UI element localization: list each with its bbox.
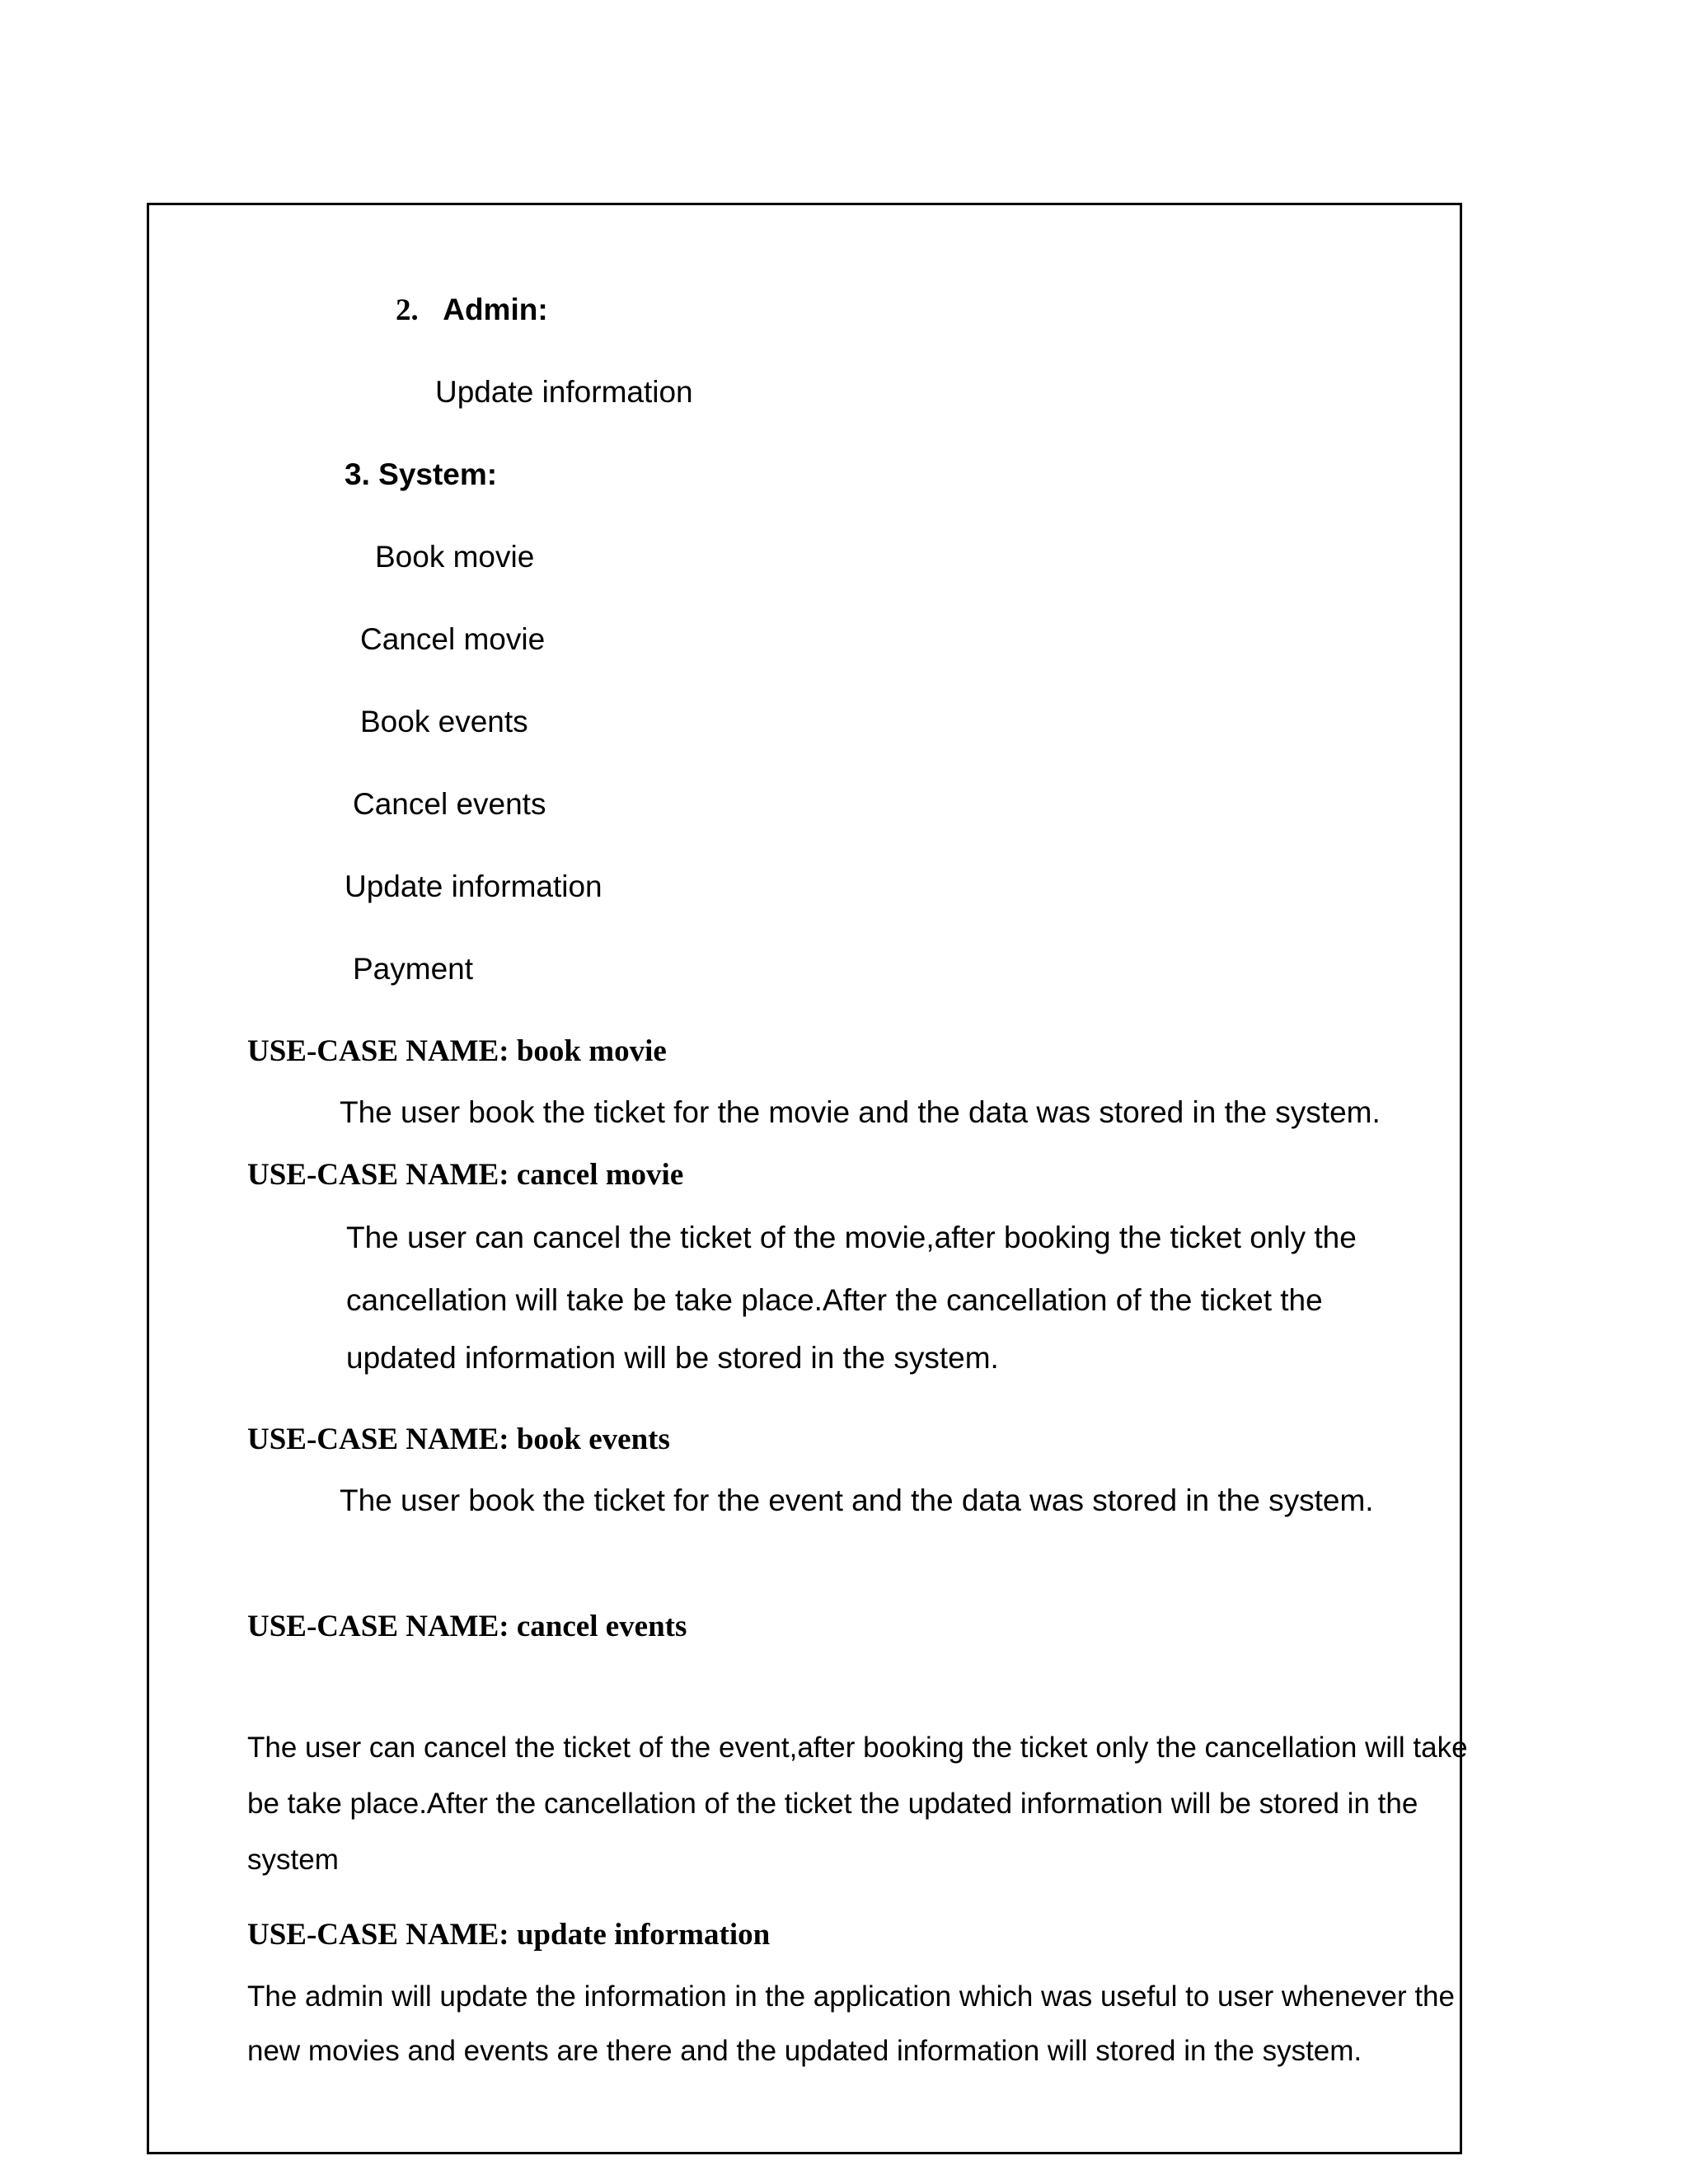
system-item-cancel-events: Cancel events bbox=[353, 787, 546, 821]
use-case-text-book-events: The user book the ticket for the event and the data was stored in the system. bbox=[340, 1483, 1374, 1517]
use-case-text-cancel-movie-2: cancellation will take be take place.After the cancellation of the ticket the bbox=[346, 1283, 1323, 1317]
system-item-book-movie: Book movie bbox=[375, 540, 535, 574]
system-heading: 3. System: bbox=[345, 457, 498, 491]
use-case-text-cancel-events-1: The user can cancel the ticket of the event,after booking the ticket only the cancellation will take bbox=[247, 1732, 1468, 1764]
system-item-update-information: Update information bbox=[345, 869, 603, 903]
use-case-title-update-information: USE-CASE NAME: update information bbox=[247, 1918, 771, 1952]
use-case-text-cancel-movie-1: The user can cancel the ticket of the movie,after booking the ticket only the bbox=[346, 1221, 1357, 1254]
admin-heading bbox=[396, 294, 548, 326]
use-case-text-update-information-2: new movies and events are there and the updated information will stored in the system. bbox=[247, 2035, 1362, 2067]
use-case-title-cancel-movie: USE-CASE NAME: cancel movie bbox=[247, 1158, 684, 1192]
system-item-payment: Payment bbox=[353, 952, 474, 986]
system-item-cancel-movie: Cancel movie bbox=[360, 622, 546, 656]
use-case-title-cancel-events: USE-CASE NAME: cancel events bbox=[247, 1610, 687, 1643]
use-case-text-book-movie: The user book the ticket for the movie and the data was stored in the system. bbox=[340, 1095, 1381, 1129]
use-case-text-cancel-movie-3: updated information will be stored in the system. bbox=[346, 1341, 999, 1375]
admin-item: Update information bbox=[435, 375, 693, 409]
use-case-text-cancel-events-3: system bbox=[247, 1844, 339, 1876]
admin-heading-text: Admin: bbox=[443, 293, 548, 326]
system-item-book-events: Book events bbox=[360, 705, 528, 738]
use-case-title-book-movie: USE-CASE NAME: book movie bbox=[247, 1034, 667, 1068]
use-case-text-update-information-1: The admin will update the information in the application which was useful to user whenever the bbox=[247, 1980, 1455, 2013]
use-case-text-cancel-events-2: be take place.After the cancellation of the ticket the updated information will be stored in the bbox=[247, 1788, 1418, 1820]
admin-number: 2. bbox=[396, 293, 419, 327]
use-case-title-book-events: USE-CASE NAME: book events bbox=[247, 1422, 670, 1456]
